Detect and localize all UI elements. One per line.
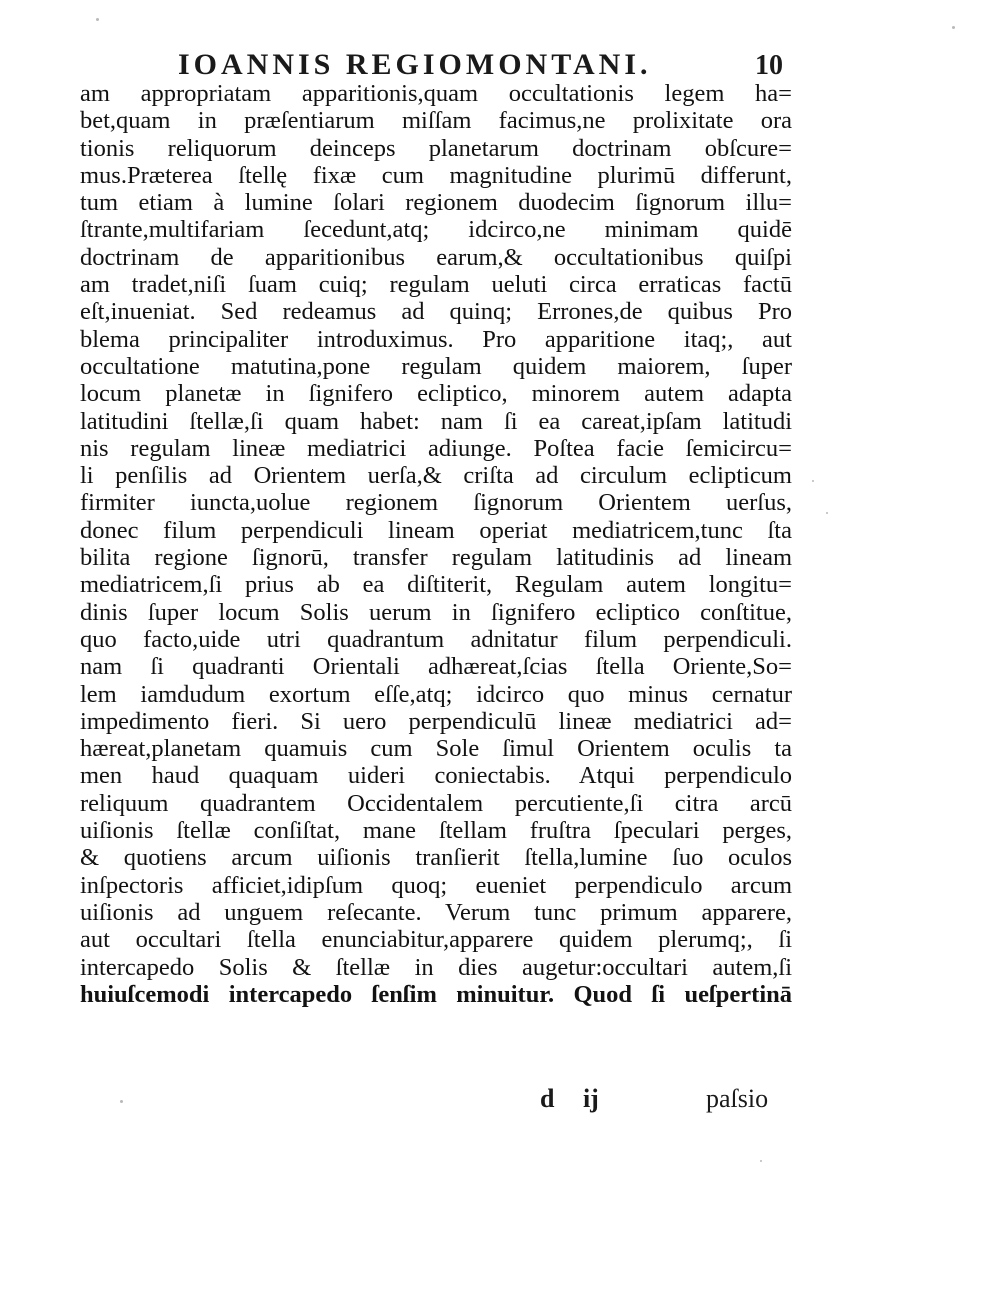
text-line: nis regulam lineæ mediatrici adiunge. Poſtea facie ſemicircu= — [80, 434, 792, 462]
page-speck — [760, 1160, 762, 1162]
text-line: eſt,inueniat. Sed redeamus ad quinq; Errones,de quibus Pro — [80, 298, 792, 326]
text-line: bet,quam in præſentiarum miſſam facimus,ne prolixitate ora — [80, 107, 792, 135]
text-line: uiſionis ſtellæ conſiſtat, mane ſtellam fruſtra ſpeculari perges, — [80, 817, 792, 845]
text-line: lem iamdudum exortum eſſe,atq; idcirco quo minus cernatur — [80, 680, 792, 708]
text-line: inſpectoris afficiet,idipſum quoq; eueniet perpendiculo arcum — [80, 871, 792, 899]
text-line: & quotiens arcum uiſionis tranſierit ſtella,lumine ſuo oculos — [80, 844, 792, 872]
text-line: blema principaliter introduximus. Pro apparitione itaq;, aut — [80, 325, 792, 353]
text-line: reliquum quadrantem Occidentalem percutiente,ſi citra arcū — [80, 789, 792, 817]
text-line: intercapedo Solis & ſtellæ in dies augetur:occultari autem,ſi — [80, 953, 792, 981]
text-line: impedimento fieri. Si uero perpendiculū lineæ mediatrici ad= — [80, 707, 792, 735]
text-line: am appropriatam apparitionis,quam occultationis legem ha= — [80, 80, 792, 107]
text-line: tionis reliquorum deinceps planetarum doctrinam obſcure= — [80, 134, 792, 162]
text-line: aut occultari ſtella enunciabitur,apparere quidem plerumq;, ſi — [80, 926, 792, 954]
text-line: occultatione matutina,pone regulam quidem maiorem, ſuper — [80, 352, 792, 380]
text-line: quo facto,uide utri quadrantum adnitatur filum perpendiculi. — [80, 625, 792, 653]
page-speck — [826, 512, 828, 514]
text-line: firmiter iuncta,uolue regionem ſignorum Orientem uerſus, — [80, 489, 792, 517]
text-line: ſtrante,multifariam ſecedunt,atq; idcirco,ne minimam quidē — [80, 216, 792, 244]
text-line: am tradet,niſi ſuam cuiq; regulam ueluti circa erraticas factū — [80, 271, 792, 299]
text-line: hæreat,planetam quamuis cum Sole ſimul Orientem oculis ta — [80, 735, 792, 763]
text-line: nam ſi quadranti Orientali adhæreat,ſcias ſtella Oriente,So= — [80, 653, 792, 681]
text-line: huiuſcemodi intercapedo ſenſim minuitur. Quod ſi ueſpertinā — [80, 980, 792, 1008]
text-line: bilita regione ſignorū, transfer regulam latitudinis ad lineam — [80, 544, 792, 572]
page-footer — [0, 1084, 1000, 1124]
text-line: uiſionis ad unguem reſecante. Verum tunc primum apparere, — [80, 898, 792, 926]
text-line: doctrinam de apparitionibus earum,& occultationibus quiſpi — [80, 243, 792, 271]
text-line: dinis ſuper locum Solis uerum in ſignifero ecliptico conſtitue, — [80, 598, 792, 626]
text-line: mediatricem,ſi prius ab ea diſtiterit, Regulam autem longitu= — [80, 571, 792, 599]
page-number: 10 — [755, 50, 783, 81]
body-text — [80, 80, 792, 1008]
text-line: mus.Præterea ſtellę fixæ cum magnitudine plurimū differunt, — [80, 161, 792, 189]
text-line: donec filum perpendiculi lineam operiat mediatricem,tunc ſta — [80, 516, 792, 544]
text-line: locum planetæ in ſignifero ecliptico, minorem autem adapta — [80, 380, 792, 408]
page-speck — [812, 480, 814, 482]
page-speck — [96, 18, 99, 21]
text-line: tum etiam à lumine ſolari regionem duodecim ſignorum illu= — [80, 189, 792, 217]
text-line: latitudini ſtellæ,ſi quam habet: nam ſi ea careat,ipſam latitudi — [80, 407, 792, 435]
signature-mark: d ij — [540, 1084, 599, 1113]
running-head: IOANNIS REGIOMONTANI. — [178, 48, 652, 81]
text-line: li penſilis ad Orientem uerſa,& criſta ad circulum eclipticum — [80, 462, 792, 490]
text-line: men haud quaquam uideri coniectabis. Atqui perpendiculo — [80, 762, 792, 790]
catchword: paſsio — [706, 1084, 769, 1113]
page-speck — [952, 26, 955, 29]
